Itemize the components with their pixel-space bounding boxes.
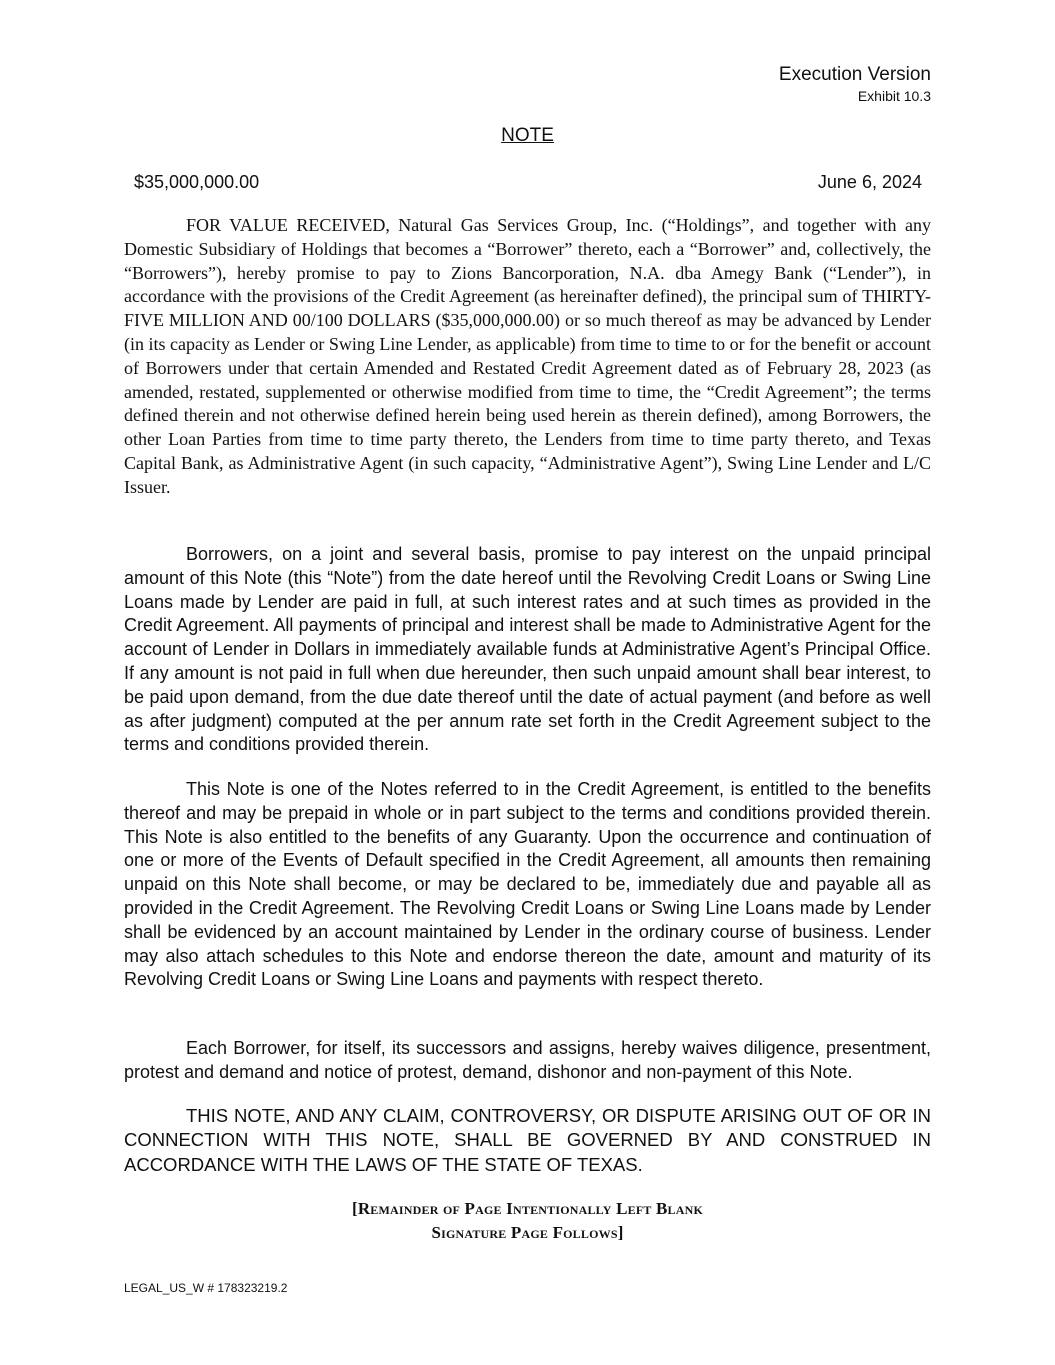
execution-version-label: Execution Version <box>778 64 931 85</box>
document-title <box>0 125 1055 147</box>
paragraph-value-received <box>124 214 931 500</box>
document-title-text: NOTE <box>501 125 554 146</box>
paragraph-waiver <box>124 1037 931 1085</box>
note-amount: $35,000,000.00 <box>134 172 260 192</box>
remainder-line-2: Signature Page Follows] <box>431 1223 624 1242</box>
note-date: June 6, 2024 <box>817 172 922 192</box>
remainder-line-1: [Remainder of Page Intentionally Left Blank <box>351 1199 704 1218</box>
paragraph-interest <box>124 543 931 757</box>
paragraph-governing-law <box>124 1104 931 1177</box>
remainder-notice <box>0 1197 1055 1245</box>
paragraph-text: Each Borrower, for itself, its successors and assigns, hereby waives diligence, presentment, protest and demand and notice of protest, demand, dishonor and non-payment of this Note. <box>124 1038 931 1082</box>
paragraph-notes-referred <box>124 778 931 992</box>
paragraph-text: THIS NOTE, AND ANY CLAIM, CONTROVERSY, OR DISPUTE ARISING OUT OF OR IN CONNECTION WITH THIS NOTE, SHALL BE GOVERNED BY AND CONSTRUED IN ACCORDANCE WITH THE LAWS OF THE STATE OF TEXAS. <box>124 1105 931 1175</box>
paragraph-text: Borrowers, on a joint and several basis, promise to pay interest on the unpaid principal amount of this Note (this “Note”) from the date hereof until the Revolving Credit Loans or Swing Line Loans made by Lender are paid in full, at such interest rates and at such times as provided in the Credit Agreement. All payments of principal and interest shall be made to Administrative Agent for the account of Lender in Dollars in immediately available funds at Administrative Agent’s Principal Office. If any amount is not paid in full when due hereunder, then such unpaid amount shall bear interest, to be paid upon demand, from the due date thereof until the date of actual payment (and before as well as after judgment) computed at the per annum rate set forth in the Credit Agreement subject to the terms and conditions provided therein. <box>124 544 931 755</box>
paragraph-text: FOR VALUE RECEIVED, Natural Gas Services Group, Inc. (“Holdings”, and together with any Domestic Subsidiary of Holdings that becomes a “Borrower” thereto, each a “Borrower” and, collectively, the “Borrowers”), hereby promise to pay to Zions Bancorporation, N.A. dba Amegy Bank (“Lender”), in accordance with the provisions of the Credit Agreement (as hereinafter defined), the principal sum of THIRTY-FIVE MILLION AND 00/100 DOLLARS ($35,000,000.00) or so much thereof as may be advanced by Lender (in its capacity as Lender or Swing Line Lender, as applicable) from time to time to or for the benefit or account of Borrowers under that certain Amended and Restated Credit Agreement dated as of February 28, 2023 (as amended, restated, supplemented or otherwise modified from time to time, the “Credit Agreement”; the terms defined therein and not otherwise defined herein being used herein as therein defined), among Borrowers, the other Loan Parties from time to time party thereto, the Lenders from time to time party thereto, and Texas Capital Bank, as Administrative Agent (in such capacity, “Administrative Agent”), Swing Line Lender and L/C Issuer. <box>124 215 931 497</box>
paragraph-text: This Note is one of the Notes referred to in the Credit Agreement, is entitled to the benefits thereof and may be prepaid in whole or in part subject to the terms and conditions provided therein. This Note is also entitled to the benefits of any Guaranty. Upon the occurrence and continuation of one or more of the Events of Default specified in the Credit Agreement, all amounts then remaining unpaid on this Note shall become, or may be declared to be, immediately due and payable all as provided in the Credit Agreement. The Revolving Credit Loans or Swing Line Loans made by Lender shall be evidenced by an account maintained by Lender in the ordinary course of business. Lender may also attach schedules to this Note and endorse thereon the date, amount and maturity of its Revolving Credit Loans or Swing Line Loans and payments with respect thereto. <box>124 779 931 990</box>
exhibit-label: Exhibit 10.3 <box>857 88 931 104</box>
document-footer-id: LEGAL_US_W # 178323219.2 <box>124 1281 288 1295</box>
